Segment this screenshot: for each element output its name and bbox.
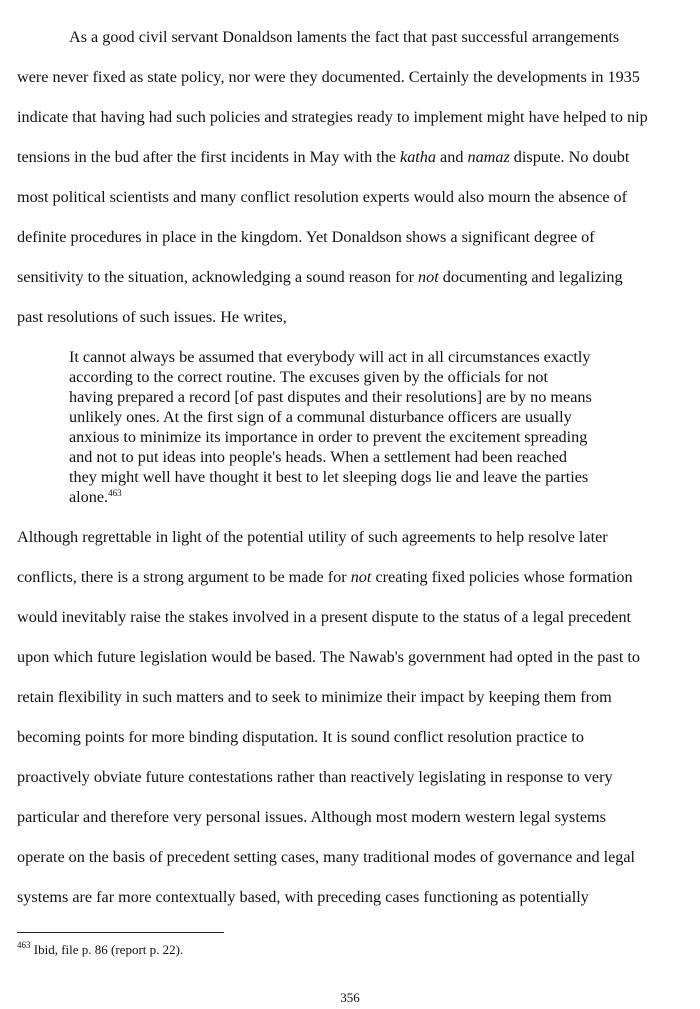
italic-term: not — [350, 568, 372, 586]
body-text: indicate that having had such policies and strategies ready to implement might have helped to nip — [17, 108, 648, 126]
body-line — [17, 847, 635, 867]
body-text: Although regrettable in light of the potential utility of such agreements to help resolve later — [17, 528, 608, 546]
body-line — [17, 567, 633, 587]
body-text: dispute. No doubt — [509, 148, 630, 166]
quote-line: they might well have thought it best to let sleeping dogs lie and leave the parties — [69, 468, 589, 486]
body-line — [17, 187, 627, 207]
body-line — [17, 527, 608, 547]
body-text: retain flexibility in such matters and to seek to minimize their impact by keeping them from — [17, 688, 612, 706]
body-text: tensions in the bud after the first incidents in May with the — [17, 148, 401, 166]
body-line — [17, 687, 612, 707]
body-text: most political scientists and many conflict resolution experts would also mourn the absence of — [17, 188, 628, 206]
body-text: systems are far more contextually based, with preceding cases functioning as potentially — [17, 888, 589, 906]
body-line — [17, 107, 648, 127]
body-text: As a good civil servant Donaldson laments the fact that past successful arrangements — [69, 28, 620, 46]
body-text: definite procedures in place in the kingdom. Yet Donaldson shows a significant degree of — [17, 228, 595, 246]
quote-line: according to the correct routine. The excuses given by the officials for not — [69, 368, 549, 386]
quote-line: unlikely ones. At the first sign of a communal disturbance officers are usually — [69, 408, 572, 426]
body-text: conflicts, there is a strong argument to be made for — [17, 568, 351, 586]
body-line — [17, 767, 613, 787]
body-text: and — [436, 148, 468, 166]
body-text: would inevitably raise the stakes involved in a present dispute to the status of a legal precedent — [17, 608, 632, 626]
body-line — [17, 307, 287, 327]
body-line — [17, 887, 589, 907]
body-line — [17, 267, 623, 287]
body-line — [17, 607, 631, 627]
italic-term: katha — [400, 148, 436, 166]
body-line — [17, 807, 606, 827]
body-text: operate on the basis of precedent setting cases, many traditional modes of governance and legal — [17, 848, 636, 866]
body-line — [17, 727, 584, 747]
body-line — [17, 67, 640, 87]
body-line — [17, 147, 629, 167]
quote-text: alone. — [69, 488, 109, 506]
body-text: past resolutions of such issues. He writes, — [17, 308, 287, 326]
italic-term: namaz — [467, 148, 510, 166]
quote-line: It cannot always be assumed that everybody will act in all circumstances exactly — [69, 348, 591, 366]
body-line — [69, 27, 619, 47]
quote-line: anxious to minimize its importance in order to prevent the excitement spreading — [69, 428, 588, 446]
footnote-text: Ibid, file p. 86 (report p. 22). — [30, 942, 184, 957]
body-line — [17, 227, 595, 247]
body-text: upon which future legislation would be based. The Nawab's government had opted in the past to — [17, 648, 640, 666]
quote-line — [69, 487, 122, 507]
footnote-number: 463 — [17, 940, 31, 950]
body-text: creating fixed policies whose formation — [371, 568, 633, 586]
italic-term: not — [418, 268, 439, 286]
body-text: documenting and legalizing — [438, 268, 623, 286]
body-text: particular and therefore very personal issues. Although most modern western legal systems — [17, 808, 606, 826]
body-text: becoming points for more binding disputation. It is sound conflict resolution practice to — [17, 728, 584, 746]
quote-line: having prepared a record [of past disputes and their resolutions] are by no means — [69, 388, 592, 406]
body-line — [17, 647, 640, 667]
quote-line: and not to put ideas into people's heads. When a settlement had been reached — [69, 448, 567, 466]
body-text: were never fixed as state policy, nor were they documented. Certainly the developments in 1935 — [17, 68, 640, 86]
page-number: 356 — [340, 990, 360, 1005]
footnote-separator — [17, 932, 224, 933]
body-text: proactively obviate future contestations rather than reactively legislating in response to very — [17, 768, 613, 786]
footnote — [17, 942, 183, 958]
footnote-reference: 463 — [108, 488, 122, 498]
body-text: sensitivity to the situation, acknowledging a sound reason for — [17, 268, 419, 286]
